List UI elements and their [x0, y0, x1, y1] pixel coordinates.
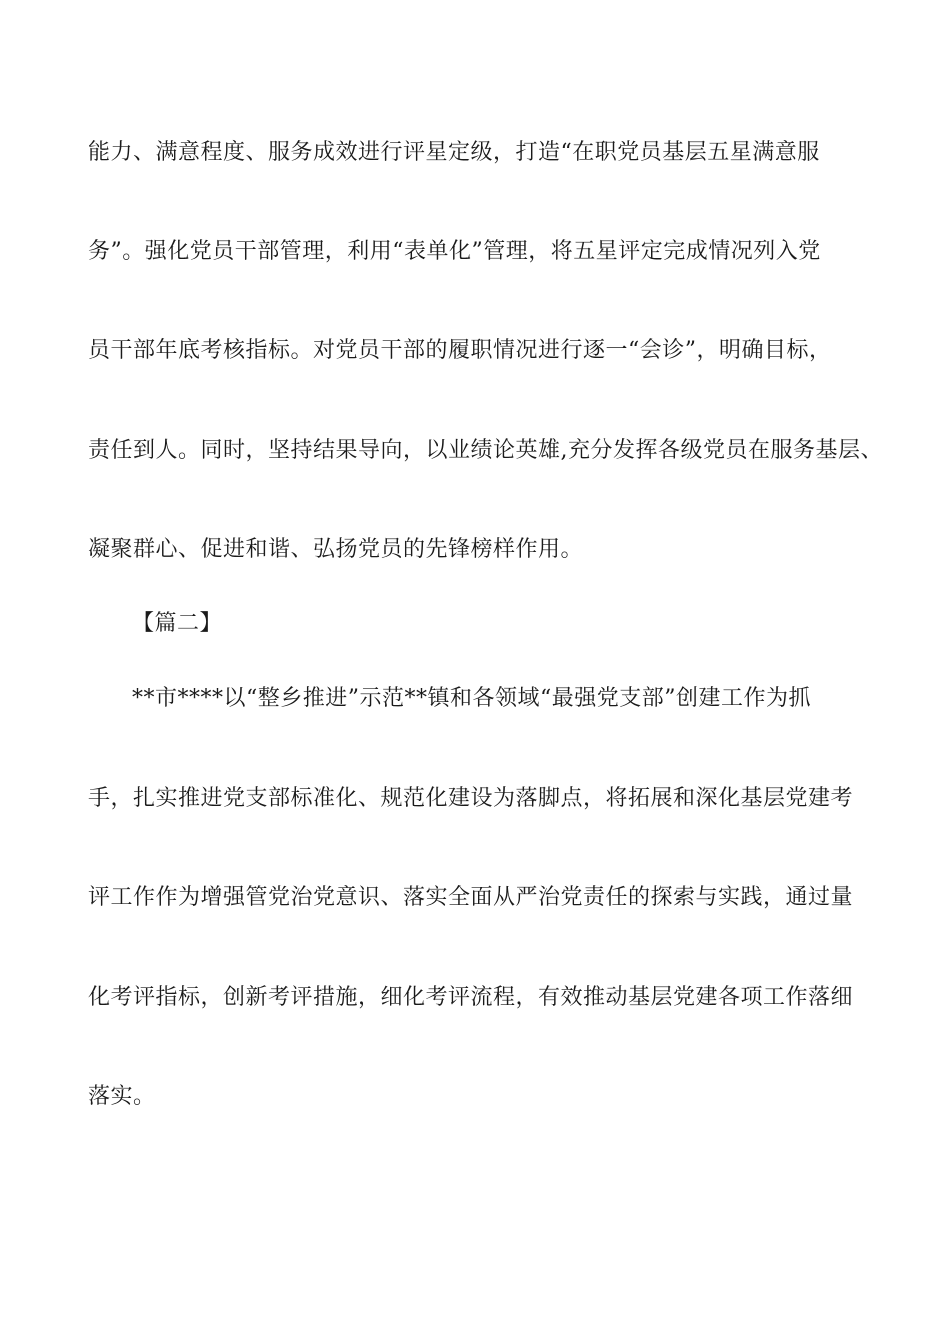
body-text-line: 责任到人。同时，坚持结果导向，以业绩论英雄,充分发挥各级党员在服务基层、 [88, 438, 883, 463]
body-text-line: **市****以“整乡推进”示范**镇和各领域“最强党支部”创建工作为抓 [132, 686, 811, 711]
body-text-line: 手，扎实推进党支部标准化、规范化建设为落脚点，将拓展和深化基层党建考 [88, 786, 854, 811]
section-heading: 【篇二】 [132, 611, 223, 636]
body-text-line: 能力、满意程度、服务成效进行评星定级，打造“在职党员基层五星满意服 [88, 140, 820, 165]
body-text-line: 务”。强化党员干部管理，利用“表单化”管理，将五星评定完成情况列入党 [88, 239, 821, 264]
body-text-line: 凝聚群心、促进和谐、弘扬党员的先锋榜样作用。 [88, 537, 584, 562]
body-text-line: 化考评指标，创新考评措施，细化考评流程，有效推动基层党建各项工作落细 [88, 985, 854, 1010]
body-text-line: 员干部年底考核指标。对党员干部的履职情况进行逐一“会诊”，明确目标， [88, 338, 832, 363]
body-text-line: 评工作作为增强管党治党意识、落实全面从严治党责任的探索与实践，通过量 [88, 885, 854, 910]
body-text-line: 落实。 [88, 1084, 156, 1109]
